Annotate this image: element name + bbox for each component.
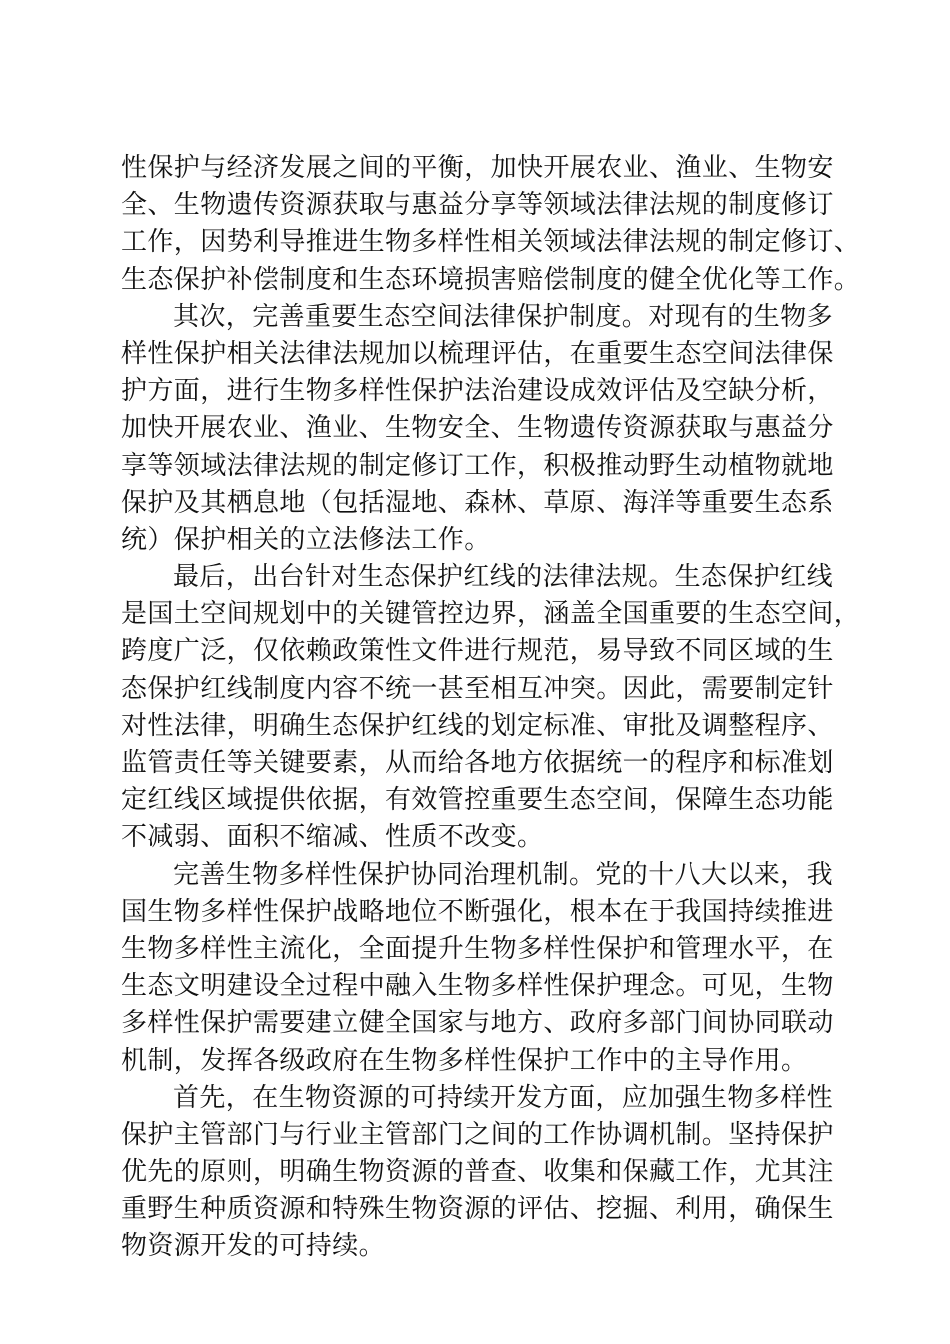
text-line: 样性保护相关法律法规加以梳理评估，在重要生态空间法律保: [121, 338, 834, 369]
text-line: 生态文明建设全过程中融入生物多样性保护理念。可见，生物: [121, 971, 834, 1002]
paragraph-first-line: 最后，出台针对生态保护红线的法律法规。生态保护红线: [173, 562, 834, 593]
text-line: 全、生物遗传资源获取与惠益分享等领域法律法规的制度修订: [121, 190, 834, 221]
text-line: 保护及其栖息地（包括湿地、森林、草原、海洋等重要生态系: [121, 487, 834, 518]
text-line: 国生物多样性保护战略地位不断强化，根本在于我国持续推进: [121, 896, 834, 927]
text-line: 多样性保护需要建立健全国家与地方、政府多部门间协同联动: [121, 1008, 834, 1039]
text-line: 是国土空间规划中的关键管控边界，涵盖全国重要的生态空间，: [121, 599, 861, 630]
text-line: 生物多样性主流化，全面提升生物多样性保护和管理水平，在: [121, 933, 834, 964]
text-line: 不减弱、面积不缩减、性质不改变。: [121, 822, 544, 853]
text-line: 跨度广泛，仅依赖政策性文件进行规范，易导致不同区域的生: [121, 636, 834, 667]
text-line: 工作，因势利导推进生物多样性相关领域法律法规的制定修订、: [121, 227, 861, 258]
text-line: 重野生种质资源和特殊生物资源的评估、挖掘、利用，确保生: [121, 1194, 834, 1225]
text-line: 定红线区域提供依据，有效管控重要生态空间，保障生态功能: [121, 785, 834, 816]
text-line: 监管责任等关键要素，从而给各地方依据统一的程序和标准划: [121, 748, 834, 778]
paragraph-first-line: 完善生物多样性保护协同治理机制。党的十八大以来，我: [173, 859, 834, 890]
text-line: 物资源开发的可持续。: [121, 1231, 386, 1262]
text-line: 统）保护相关的立法修法工作。: [121, 524, 491, 555]
text-line: 保护主管部门与行业主管部门之间的工作协调机制。坚持保护: [121, 1119, 834, 1150]
text-line: 生态保护补偿制度和生态环境损害赔偿制度的健全优化等工作。: [121, 264, 861, 295]
paragraph-first-line: 其次，完善重要生态空间法律保护制度。对现有的生物多: [173, 301, 834, 332]
document-body: [121, 150, 861, 1266]
text-line: 性保护与经济发展之间的平衡，加快开展农业、渔业、生物安: [121, 153, 834, 183]
text-line: 对性法律，明确生态保护红线的划定标准、审批及调整程序、: [121, 710, 834, 741]
text-line: 机制，发挥各级政府在生物多样性保护工作中的主导作用。: [121, 1045, 808, 1076]
text-line: 优先的原则，明确生物资源的普查、收集和保藏工作，尤其注: [121, 1157, 834, 1188]
text-line: 加快开展农业、渔业、生物安全、生物遗传资源获取与惠益分: [121, 413, 834, 444]
text-line: 护方面，进行生物多样性保护法治建设成效评估及空缺分析，: [121, 376, 834, 407]
paragraph-first-line: 首先，在生物资源的可持续开发方面，应加强生物多样性: [173, 1082, 834, 1113]
text-line: 享等领域法律法规的制定修订工作，积极推动野生动植物就地: [121, 450, 834, 481]
text-line: 态保护红线制度内容不统一甚至相互冲突。因此，需要制定针: [121, 673, 834, 704]
